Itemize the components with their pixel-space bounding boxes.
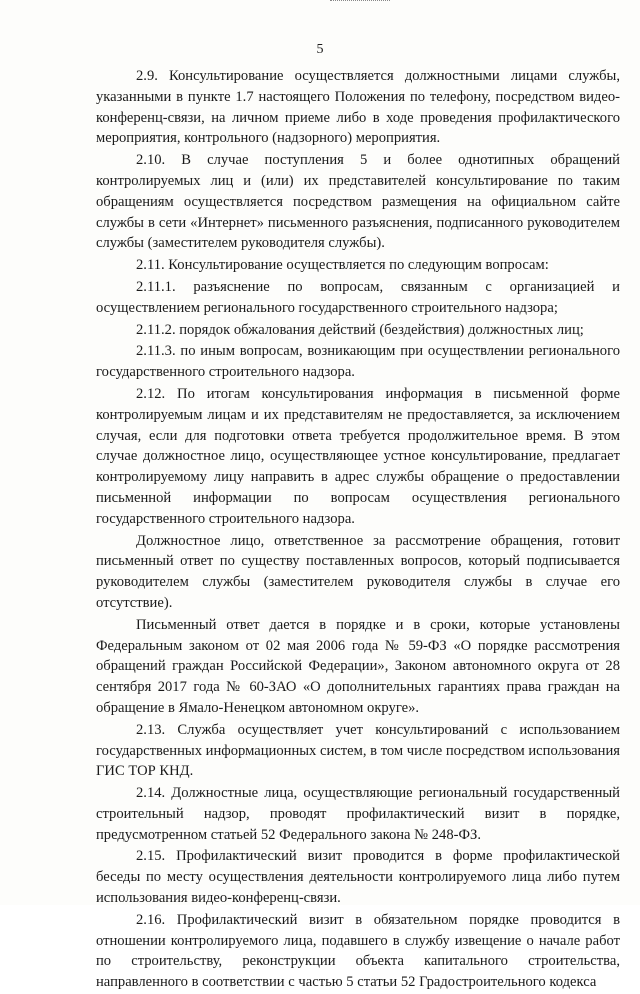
paragraph-2-15: 2.15. Профилактический визит проводится в форме профилактической беседы по месту осуществления деятельности контролируемого лица либо путем использования видео-конференц-связи. [96,848,620,907]
page-number: 5 [316,42,324,57]
paragraph-2-12: 2.12. По итогам консультирования информация в письменной форме контролируемым лицам и их представителям не предоставляется, за исключением случая, если для подготовки ответа требуется продолжительное время. В этом случае должностное лицо, осуществляющее устное консультирование, предлагает контролируемому лицу направить в адрес службы обращение о предоставлении письменной информации по вопросам осуществления регионального государственного строительного надзора. [96,385,620,527]
paragraph-2-11-1: 2.11.1. разъяснение по вопросам, связанным с организацией и осуществлением регионального государственного строительного надзора; [96,278,620,316]
paragraph-2-11-2: 2.11.2. порядок обжалования действий (бездействия) должностных лиц; [136,321,584,338]
paragraph-2-14: 2.14. Должностные лица, осуществляющие региональный государственный строительный надзор, проводят профилактический визит в порядке, предусмотренном статьей 52 Федерального закона № 248-ФЗ. [96,785,620,843]
document-body [96,66,620,994]
paragraph-2-10: 2.10. В случае поступления 5 и более однотипных обращений контролируемых лиц и (или) их представителей консультирование по таким обращениям осуществляется посредством размещения на официальном сайте службы в сети «Интернет» письменного разъяснения, подписанного руководителем службы (заместителем руководителя службы). [96,152,620,252]
paragraph-2-9: 2.9. Консультирование осуществляется должностными лицами службы, указанными в пункте 1.7 настоящего Положения по телефону, посредством видео-конференц-связи, на личном приеме либо в ходе проведения профилактического мероприятия, контрольного (надзорного) мероприятия. [96,68,620,147]
scan-edge-mark [330,0,390,4]
paragraph-2-16: 2.16. Профилактический визит в обязательном порядке проводится в отношении контролируемого лица, подавшего в службу извещение о начале работ по строительству, реконструкции объекта капитального строительства, направленного в соответствии с частью 5 статьи 52 Градостроительного кодекса [96,911,620,991]
paragraph-2-11-3: 2.11.3. по иным вопросам, возникающим при осуществлении регионального государственного строительного надзора. [96,343,620,381]
paragraph-2-11: 2.11. Консультирование осуществляется по следующим вопросам: [136,257,549,274]
paragraph-written-answer-prep: Должностное лицо, ответственное за рассмотрение обращения, готовит письменный ответ по существу поставленных вопросов, который подписывается руководителем службы (заместителем руководителя службы в случае его отсутствие). [96,532,620,611]
paragraph-written-answer-terms: Письменный ответ дается в порядке и в сроки, которые установлены Федеральным законом от 02 мая 2006 года № 59-ФЗ «О порядке рассмотрения обращений граждан Российской Федерации», Законом автономного округа от 28 сентября 2017 года № 60-ЗАО «О дополнительных гарантиях права граждан на обращение в Ямало-Ненецком автономном округе». [96,616,620,716]
paragraph-2-13: 2.13. Служба осуществляет учет консультирований с использованием государственных информационных систем, в том числе посредством использования ГИС ТОР КНД. [96,721,620,780]
